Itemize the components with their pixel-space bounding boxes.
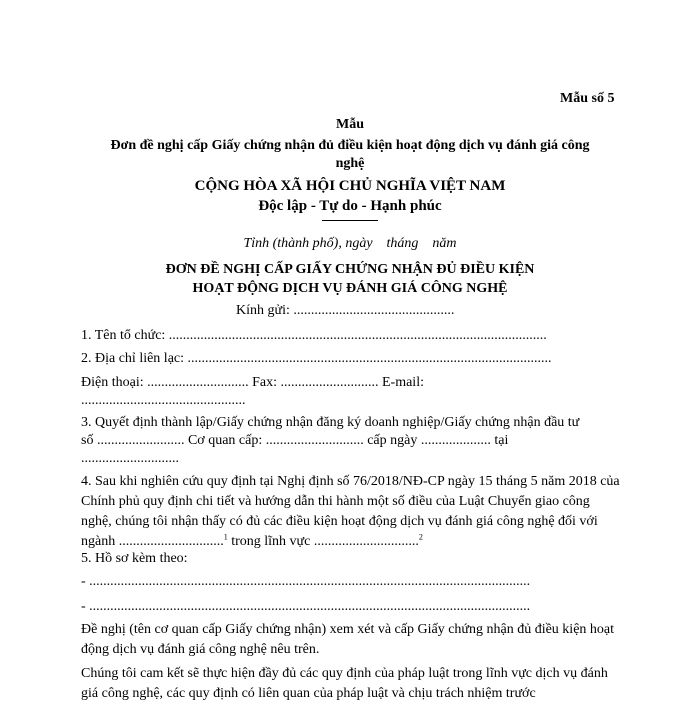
commitment-paragraph: Chúng tôi cam kết sẽ thực hiện đầy đủ các quy định của pháp luật trong lĩnh vực dịch vụ đánh giá công nghệ, các quy định có liên quan của pháp luật và chịu trách nhiệm trước: [81, 666, 608, 701]
field-decision-line1: 3. Quyết định thành lập/Giấy chứng nhận đăng ký doanh nghiệp/Giấy chứng nhận đầu tư: [81, 415, 580, 430]
attachment-line-1: - ..............................................................................................................................: [81, 574, 531, 589]
request-paragraph: Đề nghị (tên cơ quan cấp Giấy chứng nhận) xem xét và cấp Giấy chứng nhận đủ điều kiện hoạt động dịch vụ đánh giá công nghệ nêu trên.: [81, 622, 615, 657]
place-date: Tỉnh (thành phố), ngày tháng năm: [243, 236, 457, 251]
field-decision-line2: số ......................... Cơ quan cấp: ............................ cấp ngày .................... tại: [81, 433, 509, 448]
form-label: Mẫu: [336, 117, 364, 132]
field-conditions-paragraph: [81, 472, 621, 552]
footnote-marker-2: 2: [418, 532, 423, 542]
form-number: Mẫu số 5: [560, 91, 615, 106]
national-title: CỘNG HÒA XÃ HỘI CHỦ NGHĨA VIỆT NAM: [194, 178, 506, 194]
field-contact-address: 2. Địa chỉ liên lạc: ........................................................................................................: [81, 351, 552, 366]
field-conditions-text: 4. Sau khi nghiên cứu quy định tại Nghị định số 76/2018/NĐ-CP ngày 15 tháng 5 năm 2018 của Chính phủ quy định chi tiết và hướng dẫn thi hành một số điều của Luật Chuyển giao công nghệ, chúng tôi nhận thấy có đủ các điều kiện hoạt động dịch vụ đánh giá công nghệ đối với ngành ..............................: [81, 474, 620, 549]
field-contact-info: Điện thoại: ............................. Fax: ............................ E-mail:: [81, 375, 424, 390]
field-contact-info-cont: ...............................................: [81, 393, 246, 408]
field-conditions-field: trong lĩnh vực ..............................: [227, 534, 419, 549]
national-motto: Độc lập - Tự do - Hạnh phúc: [258, 198, 442, 214]
form-title-line2: nghệ: [335, 156, 365, 171]
doc-title-line1: ĐƠN ĐỀ NGHỊ CẤP GIẤY CHỨNG NHẬN ĐỦ ĐIỀU KIỆN: [165, 262, 535, 277]
field-attachments-heading: 5. Hồ sơ kèm theo:: [81, 551, 188, 566]
form-title-line1: Đơn đề nghị cấp Giấy chứng nhận đủ điều kiện hoạt động dịch vụ đánh giá công: [110, 138, 590, 153]
field-organization-name: 1. Tên tổ chức: ............................................................................................................: [81, 328, 547, 343]
recipient: Kính gửi: ..............................................: [236, 303, 455, 318]
attachment-line-2: - ..............................................................................................................................: [81, 599, 531, 614]
motto-underline: [322, 220, 378, 221]
doc-title-line2: HOẠT ĐỘNG DỊCH VỤ ĐÁNH GIÁ CÔNG NGHỆ: [192, 281, 508, 296]
footnote-marker-1: 1: [223, 532, 228, 542]
field-decision-line3: ............................: [81, 451, 179, 466]
